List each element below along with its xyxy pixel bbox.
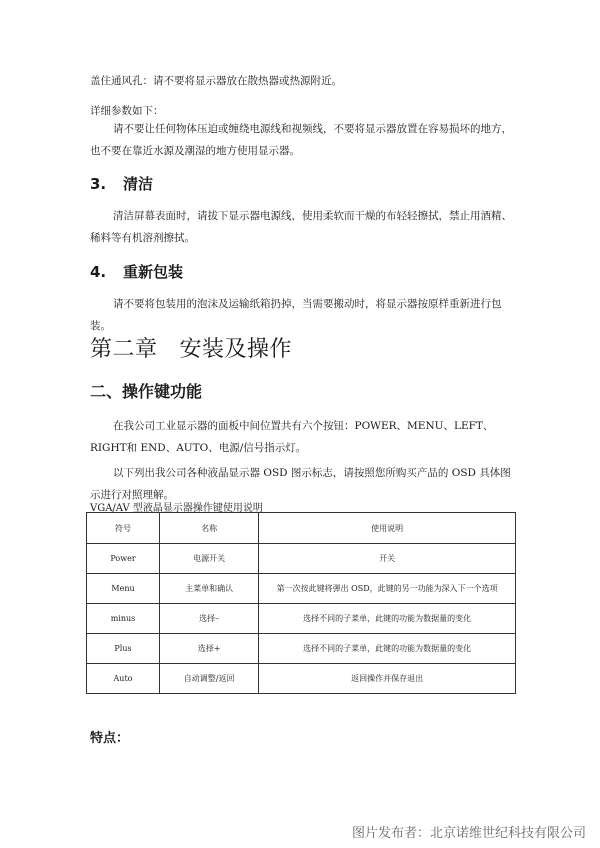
cell-name: 电源开关: [160, 544, 259, 574]
table-header-row: [87, 513, 516, 544]
cell-name: 选择–: [160, 604, 259, 634]
section-3-number: 3.: [90, 175, 107, 193]
header-usage: 使用说明: [259, 513, 516, 544]
cell-usage: 返回操作并保存退出: [259, 664, 516, 694]
vent-paragraph: 盖住通风孔：请不要将显示器放在散热器或热源附近。: [90, 75, 342, 87]
section-4-heading: [90, 261, 183, 282]
chapter-name: 安装及操作: [179, 337, 293, 362]
subsection-title: 二、操作键功能: [90, 382, 203, 401]
section-4-title: 重新包装: [123, 263, 184, 281]
cell-symbol: minus: [87, 604, 160, 634]
table-row: [87, 634, 516, 664]
details-paragraph: 请不要让任何物体压迫或缠绕电源线和视频线，不要将显示器放置在容易损坏的地方，也不要在靠近水源及潮湿的地方使用显示器。: [90, 123, 512, 157]
header-name: 名称: [160, 513, 259, 544]
cell-usage: 选择不同的子菜单，此键的功能为数据量的变化: [259, 634, 516, 664]
cell-usage: 选择不同的子菜单，此键的功能为数据量的变化: [259, 604, 516, 634]
section-3-paragraph: 清洁屏幕表面时，请拔下显示器电源线，使用柔软而干燥的布轻轻擦拭，禁止用酒精、稀料等有机溶剂擦拭。: [90, 210, 512, 244]
details-heading: 详细参数如下：: [90, 105, 164, 117]
cell-symbol: Plus: [87, 634, 160, 664]
table-row: [87, 544, 516, 574]
cell-name: 自动调整/返回: [160, 664, 259, 694]
section-3-heading: [90, 173, 153, 194]
section-4-number: 4.: [90, 263, 107, 281]
cell-name: 选择+: [160, 634, 259, 664]
key-function-table: [86, 512, 516, 694]
cell-symbol: Auto: [87, 664, 160, 694]
section-3-title: 清洁: [123, 175, 154, 193]
header-symbol: 符号: [87, 513, 160, 544]
chapter-title: [90, 332, 292, 363]
section-4-paragraph: 请不要将包装用的泡沫及运输纸箱扔掉，当需要搬动时，将显示器按原样重新进行包装。: [90, 298, 502, 332]
chapter-number: 第二章: [90, 337, 158, 362]
features-heading: 特点：: [90, 731, 130, 746]
cell-symbol: Power: [87, 544, 160, 574]
osd-paragraph: 以下列出我公司各种液晶显示器 OSD 图示标志，请按照您所购买产品的 OSD 具体图示进行对照理解。: [90, 467, 511, 501]
table-row: [87, 664, 516, 694]
cell-name: 主菜单和确认: [160, 574, 259, 604]
table-row: [87, 604, 516, 634]
table-caption: VGA/AV 型液晶显示器操作键使用说明: [90, 503, 263, 514]
publisher-watermark: 图片发布者：北京诺维世纪科技有限公司: [351, 826, 586, 841]
buttons-paragraph: 在我公司工业显示器的面板中间位置共有六个按钮：POWER、MENU、LEFT、RIGHT和 END、AUTO、电源/信号指示灯。: [90, 420, 494, 454]
cell-usage: 开关: [259, 544, 516, 574]
cell-usage: 第一次按此键将弹出 OSD，此键的另一功能为深入下一个选项: [259, 574, 516, 604]
cell-symbol: Menu: [87, 574, 160, 604]
table-row: [87, 574, 516, 604]
